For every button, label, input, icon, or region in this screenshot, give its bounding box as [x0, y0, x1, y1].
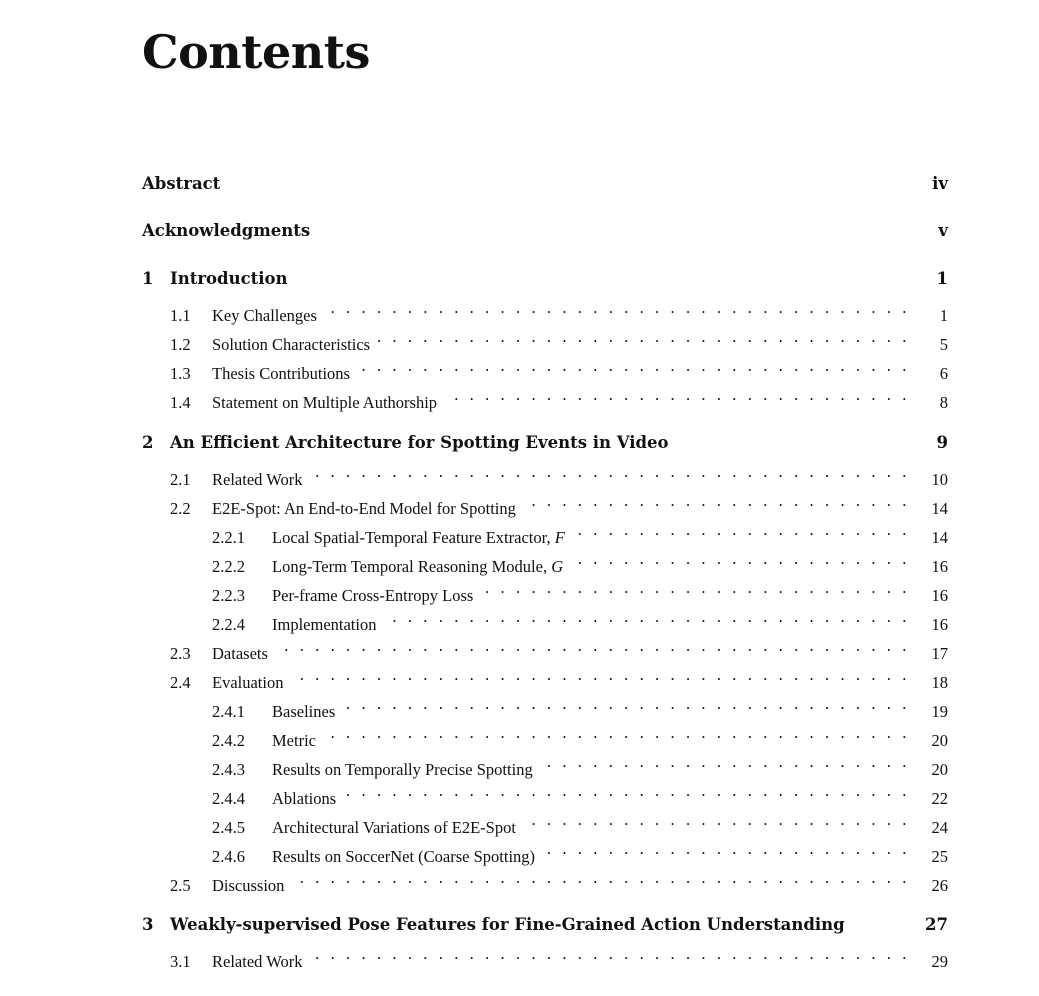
dot-leader — [443, 382, 910, 408]
toc-entry-number: 1 — [142, 269, 154, 288]
dot-leader — [322, 720, 910, 746]
toc-chapter-1[interactable] — [142, 266, 948, 292]
dot-leader — [539, 749, 910, 775]
toc-entry-title: Introduction — [170, 269, 288, 288]
dot-leader — [323, 295, 910, 321]
toc-entry-title: Abstract — [142, 174, 221, 193]
toc-entry-number: 2.4.6 — [212, 847, 245, 866]
dot-leader — [308, 941, 910, 967]
toc-section-2-5[interactable] — [142, 865, 948, 895]
dot-leader — [479, 575, 910, 601]
toc-entry-page: 25 — [931, 847, 948, 866]
toc-subsection-2-4-5[interactable] — [142, 807, 948, 837]
dot-leader — [356, 353, 910, 379]
toc-entry-number: 2.2.4 — [212, 615, 245, 634]
toc-subsection-2-4-1[interactable] — [142, 691, 948, 721]
dot-leader — [341, 691, 910, 717]
toc-entry-title: Datasets — [212, 644, 268, 663]
toc-entry-title: Related Work — [212, 470, 303, 489]
toc-section-1-2[interactable] — [142, 324, 948, 354]
toc-entry-page: 17 — [931, 644, 948, 663]
toc-subsection-2-2-1[interactable] — [142, 517, 948, 547]
dot-leader — [290, 865, 910, 891]
toc-entry-title: Weakly-supervised Pose Features for Fine-Grained Action Understanding — [170, 915, 845, 934]
toc-entry-number: 2.2.3 — [212, 586, 245, 605]
toc-entry-number: 2.4 — [170, 673, 191, 692]
dot-leader — [541, 836, 910, 862]
toc-entry-title-text: Local Spatial-Temporal Feature Extractor, — [272, 528, 555, 547]
toc-section-2-4[interactable] — [142, 662, 948, 692]
toc-entry-page: 14 — [931, 528, 948, 547]
toc-entry-number: 2 — [142, 433, 154, 452]
toc-entry-page: 8 — [939, 393, 948, 412]
toc-entry-page: 26 — [931, 876, 948, 895]
toc-entry-number: 2.2.2 — [212, 557, 245, 576]
toc-subsection-2-2-4[interactable] — [142, 604, 948, 634]
dot-leader — [522, 807, 910, 833]
toc-section-2-1[interactable] — [142, 459, 948, 489]
toc-entry-number: 2.4.5 — [212, 818, 245, 837]
toc-entry-page: 16 — [931, 557, 948, 576]
toc-entry-number: 1.1 — [170, 306, 191, 325]
toc-entry-page: 22 — [931, 789, 948, 808]
toc-entry-page: 29 — [931, 952, 948, 971]
toc-entry-number: 3.1 — [170, 952, 191, 971]
toc-section-2-3[interactable] — [142, 633, 948, 663]
toc-entry-title: Acknowledgments — [142, 221, 311, 240]
toc-section-2-2[interactable] — [142, 488, 948, 518]
toc-entry-number: 1.3 — [170, 364, 191, 383]
toc-entry-page: 5 — [939, 335, 948, 354]
toc-entry-number: 2.2 — [170, 499, 191, 518]
toc-entry-number: 1.2 — [170, 335, 191, 354]
toc-entry-abstract[interactable] — [142, 171, 948, 197]
toc-entry-page: v — [938, 221, 948, 240]
dot-leader — [569, 546, 910, 572]
math-variable: F — [554, 528, 565, 547]
dot-leader — [289, 662, 910, 688]
math-variable: G — [551, 557, 564, 576]
dot-leader — [382, 604, 910, 630]
toc-entry-page: 16 — [931, 586, 948, 605]
toc-subsection-2-4-2[interactable] — [142, 720, 948, 750]
toc-entry-number: 2.4.4 — [212, 789, 245, 808]
toc-subsection-2-2-2[interactable] — [142, 546, 948, 576]
toc-entry-number: 2.4.3 — [212, 760, 245, 779]
toc-section-3-1[interactable] — [142, 941, 948, 971]
dot-leader — [308, 459, 910, 485]
toc-entry-title: An Efficient Architecture for Spotting Events in Video — [170, 433, 669, 452]
dot-leader — [376, 324, 910, 350]
toc-entry-title: Per-frame Cross-Entropy Loss — [272, 586, 474, 605]
toc-entry-page: 14 — [931, 499, 948, 518]
toc-entry-title: Thesis Contributions — [212, 364, 350, 383]
toc-entry-title: E2E-Spot: An End-to-End Model for Spotting — [212, 499, 516, 518]
toc-entry-page: 20 — [931, 731, 948, 750]
toc-subsection-2-4-6[interactable] — [142, 836, 948, 866]
toc-entry-number: 2.2.1 — [212, 528, 245, 547]
toc-entry-title: Results on Temporally Precise Spotting — [272, 760, 533, 779]
toc-entry-page: 1 — [939, 306, 948, 325]
toc-entry-title: Architectural Variations of E2E-Spot — [272, 818, 516, 837]
toc-entry-page: 10 — [931, 470, 948, 489]
table-of-contents — [142, 0, 948, 996]
toc-entry-page: 18 — [931, 673, 948, 692]
toc-entry-page: 9 — [936, 433, 948, 452]
toc-entry-title: Metric — [272, 731, 316, 750]
toc-subsection-2-4-3[interactable] — [142, 749, 948, 779]
toc-section-1-4[interactable] — [142, 382, 948, 412]
dot-leader — [522, 488, 910, 514]
toc-entry-title: Results on SoccerNet (Coarse Spotting) — [272, 847, 536, 866]
dot-leader — [342, 778, 910, 804]
toc-entry-page: 1 — [936, 269, 948, 288]
toc-entry-page: 6 — [939, 364, 948, 383]
toc-entry-page: 24 — [931, 818, 948, 837]
toc-entry-title: Solution Characteristics — [212, 335, 371, 354]
toc-entry-page: 27 — [925, 915, 948, 934]
toc-entry-title: Statement on Multiple Authorship — [212, 393, 438, 412]
toc-entry-acknowledgments[interactable] — [142, 218, 948, 244]
toc-entry-title: Implementation — [272, 615, 377, 634]
toc-section-1-1[interactable] — [142, 295, 948, 325]
toc-entry-title: Discussion — [212, 876, 285, 895]
toc-entry-title: Baselines — [272, 702, 336, 721]
toc-entry-title-text: Long-Term Temporal Reasoning Module, — [272, 557, 552, 576]
toc-entry-title: Key Challenges — [212, 306, 317, 325]
toc-entry-page: iv — [932, 174, 948, 193]
toc-entry-number: 2.1 — [170, 470, 191, 489]
toc-entry-number: 1.4 — [170, 393, 191, 412]
toc-entry-page: 20 — [931, 760, 948, 779]
toc-entry-page: 16 — [931, 615, 948, 634]
toc-subsection-2-2-3[interactable] — [142, 575, 948, 605]
contents-heading: Contents — [142, 25, 370, 79]
dot-leader — [571, 517, 910, 543]
toc-entry-number: 2.4.1 — [212, 702, 245, 721]
toc-entry-number: 3 — [142, 915, 154, 934]
toc-entry-title: Ablations — [272, 789, 337, 808]
toc-entry-number: 2.5 — [170, 876, 191, 895]
toc-entry-page: 19 — [931, 702, 948, 721]
dot-leader — [274, 633, 910, 659]
toc-chapter-3[interactable] — [142, 912, 948, 938]
toc-entry-title: Evaluation — [212, 673, 284, 692]
toc-entry-number: 2.3 — [170, 644, 191, 663]
toc-entry-title: Related Work — [212, 952, 303, 971]
toc-chapter-2[interactable] — [142, 430, 948, 456]
toc-entry-number: 2.4.2 — [212, 731, 245, 750]
toc-section-1-3[interactable] — [142, 353, 948, 383]
toc-subsection-2-4-4[interactable] — [142, 778, 948, 808]
